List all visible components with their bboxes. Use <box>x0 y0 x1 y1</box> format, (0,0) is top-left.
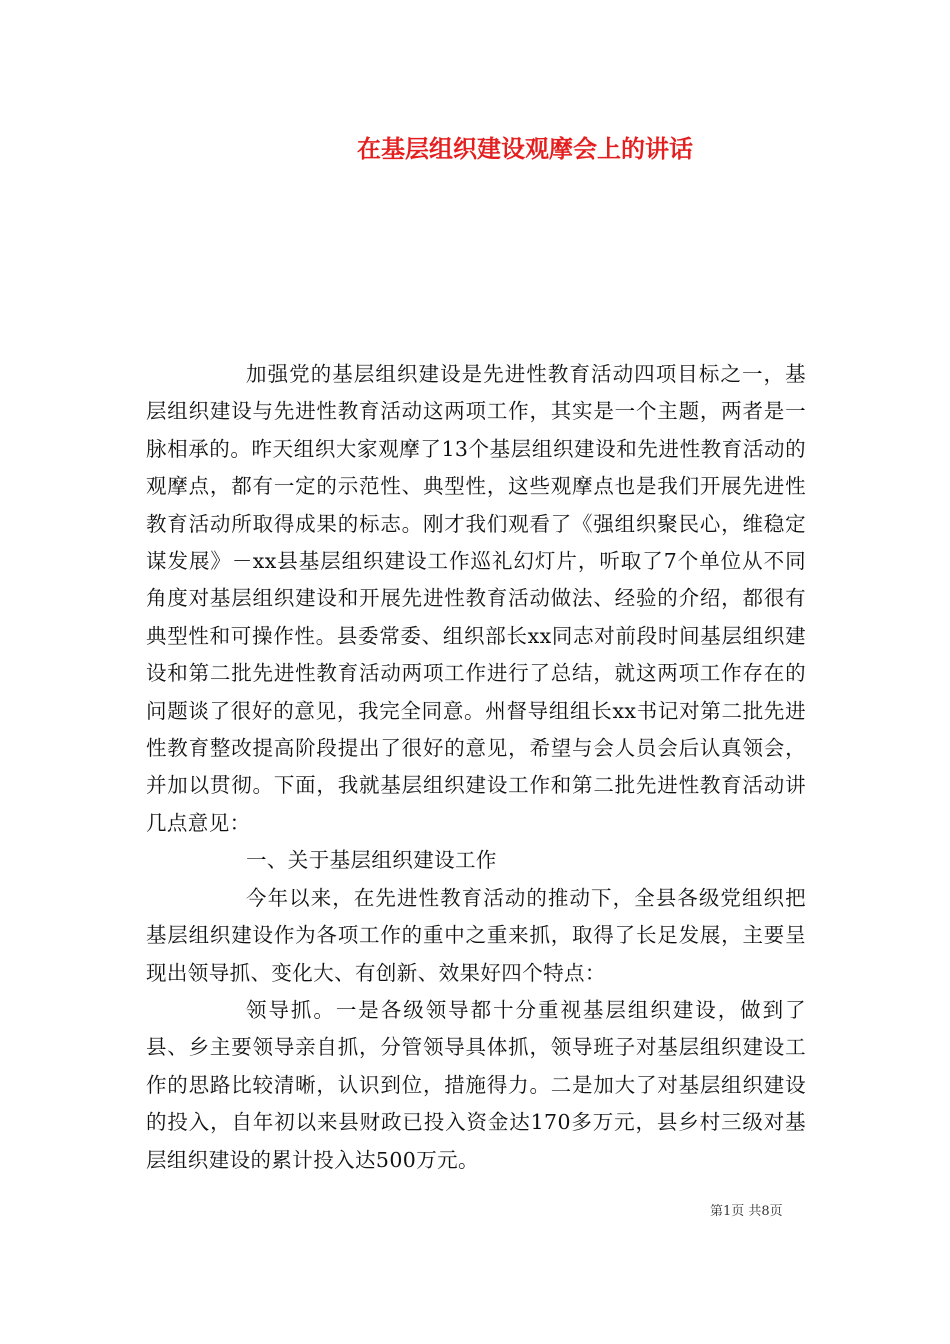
paragraph-overview: 今年以来，在先进性教育活动的推动下，全县各级党组织把基层组织建设作为各项工作的重中之重来抓，取得了长足发展，主要呈现出领导抓、变化大、有创新、效果好四个特点： <box>146 885 806 985</box>
paragraph-intro: 加强党的基层组织建设是先进性教育活动四项目标之一，基层组织建设与先进性教育活动这两项工作，其实是一个主题，两者是一脉相承的。昨天组织大家观摩了13个基层组织建设和先进性教育活动的观摩点，都有一定的示范性、典型性，这些观摩点也是我们开展先进性教育活动所取得成果的标志。刚才我们观看了《强组织聚民心，维稳定谋发展》－xx县基层组织建设工作巡礼幻灯片，听取了7个单位从不同角度对基层组织建设和开展先进性教育活动做法、经验的介绍，都很有典型性和可操作性。县委常委、组织部长xx同志对前段时间基层组织建设和第二批先进性教育活动两项工作进行了总结，就这两项工作存在的问题谈了很好的意见，我完全同意。州督导组组长xx书记对第二批先进性教育整改提高阶段提出了很好的意见，希望与会人员会后认真领会，并加以贯彻。下面，我就基层组织建设工作和第二批先进性教育活动讲几点意见： <box>146 362 806 835</box>
document-title: 在基层组织建设观摩会上的讲话 <box>357 134 693 163</box>
section-heading: 一、关于基层组织建设工作 <box>246 848 497 873</box>
page-number-footer: 第1页 共8页 <box>710 1204 783 1219</box>
paragraph-leadership: 领导抓。一是各级领导都十分重视基层组织建设，做到了县、乡主要领导亲自抓，分管领导具体抓，领导班子对基层组织建设工作的思路比较清晰，认识到位，措施得力。二是加大了对基层组织建设的投入，自年初以来县财政已投入资金达170多万元，县乡村三级对基层组织建设的累计投入达500万元。 <box>146 997 806 1172</box>
document-body <box>146 356 806 1179</box>
